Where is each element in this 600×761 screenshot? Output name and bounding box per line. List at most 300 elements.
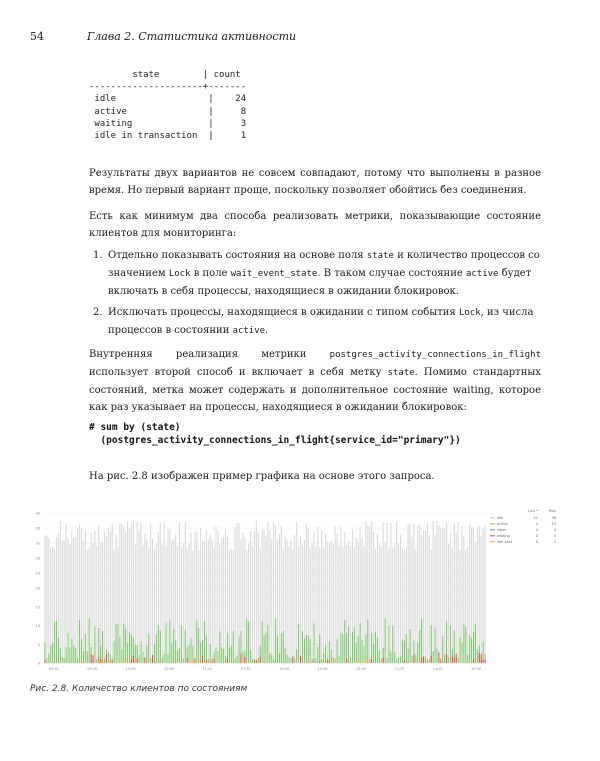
bar-active <box>264 636 265 663</box>
x-tick-label: 09:00 <box>48 667 60 671</box>
paragraph-methods: Есть как минимум два способа реализовать метрики, показывающие состояние клиентов для мониторинга: <box>89 211 541 239</box>
bar-active <box>475 624 476 663</box>
bar-active <box>315 658 316 663</box>
bar-idle <box>146 538 147 663</box>
bar-idle <box>210 535 211 663</box>
bar-active <box>156 634 157 663</box>
bar-active <box>271 655 272 663</box>
bar-waiting <box>313 661 314 663</box>
bar-active <box>223 649 224 663</box>
bar-idle <box>127 521 128 663</box>
bar-idle <box>212 540 213 663</box>
bar-idle <box>139 531 140 663</box>
bar-waiting <box>446 655 447 663</box>
bar-idle <box>252 546 253 663</box>
bar-active <box>121 649 122 663</box>
bar-active <box>469 635 470 663</box>
bar-active <box>164 654 165 663</box>
bar-idle-in-transaction <box>365 659 366 663</box>
page-number: 54 <box>30 30 44 43</box>
bar-active <box>483 642 484 663</box>
bar-active <box>127 643 128 663</box>
bar-idle <box>335 526 336 663</box>
bar-active <box>373 644 374 663</box>
bar-waiting <box>300 656 301 663</box>
bar-idle <box>461 526 462 663</box>
legend-label: idle xact <box>497 540 512 544</box>
bar-idle <box>104 532 105 663</box>
bar-active <box>294 659 295 663</box>
legend-last-value: 0 <box>535 534 538 538</box>
bar-waiting <box>137 659 138 663</box>
bar-waiting <box>456 654 457 663</box>
bar-active <box>377 637 378 663</box>
bar-waiting <box>214 658 215 663</box>
bar-idle <box>183 543 184 663</box>
bar-idle <box>429 535 430 663</box>
bar-waiting <box>481 654 482 663</box>
table-row: idle in transaction | 1 <box>89 131 247 142</box>
bar-active <box>388 625 389 663</box>
bar-idle <box>411 537 412 663</box>
bar-active <box>62 657 63 663</box>
bar-active <box>444 654 445 663</box>
bar-idle <box>458 522 459 663</box>
bar-active <box>337 639 338 663</box>
bar-active <box>390 652 391 663</box>
bar-active <box>167 654 168 663</box>
bar-idle <box>333 544 334 663</box>
bar-active <box>415 654 416 663</box>
bar-active <box>139 655 140 663</box>
bar-idle <box>62 541 63 663</box>
bar-idle-in-transaction <box>135 659 136 663</box>
bar-active <box>246 619 247 663</box>
bar-active <box>108 652 109 663</box>
bar-active <box>321 659 322 663</box>
bar-idle <box>237 523 238 663</box>
x-tick-label: 13:30 <box>394 667 405 671</box>
bar-active <box>173 629 174 663</box>
y-tick-label: 24 <box>35 571 40 576</box>
bar-idle <box>46 535 47 663</box>
bar-idle <box>242 533 243 663</box>
bar-idle <box>92 543 93 663</box>
bar-idle-in-transaction <box>190 659 191 663</box>
bar-idle-in-transaction <box>98 659 99 663</box>
bar-active <box>102 631 103 663</box>
bar-active <box>269 653 270 663</box>
bar-idle <box>408 524 409 663</box>
bar-active <box>154 644 155 663</box>
bar-waiting <box>260 657 261 663</box>
x-tick-label: 13:00 <box>355 667 366 671</box>
bar-waiting <box>485 659 486 663</box>
bar-idle <box>292 548 293 663</box>
bar-idle-in-transaction <box>210 659 211 663</box>
bar-active <box>375 632 376 663</box>
bar-waiting <box>327 661 328 663</box>
bar-active <box>290 658 291 663</box>
bar-waiting <box>454 658 455 663</box>
bar-active <box>358 636 359 663</box>
bar-idle <box>373 532 374 663</box>
bar-idle <box>260 548 261 663</box>
legend-label: active <box>497 522 508 526</box>
bar-waiting <box>483 660 484 663</box>
bar-active <box>448 657 449 663</box>
paragraph-results: Результаты двух вариантов не совсем совпадают, потому что выполнены в разное время. Но первый вариант проще, поскольку позволяет обойтись без соединения. <box>89 168 541 196</box>
y-tick-label: 5 <box>37 642 40 647</box>
bar-idle <box>152 539 153 663</box>
bar-waiting <box>206 660 207 663</box>
bar-idle <box>315 546 316 663</box>
y-tick-label: 28 <box>35 556 40 561</box>
bar-idle <box>415 550 416 663</box>
bar-waiting <box>112 661 113 663</box>
bar-active <box>71 639 72 663</box>
bar-active <box>406 634 407 663</box>
bar-idle-in-transaction <box>160 659 161 663</box>
bar-active <box>185 630 186 663</box>
bar-active <box>344 620 345 663</box>
bar-idle <box>452 548 453 663</box>
bar-waiting <box>292 656 293 663</box>
bar-active <box>285 648 286 663</box>
bar-active <box>298 624 299 663</box>
bar-active <box>304 638 305 663</box>
bar-waiting <box>383 658 384 663</box>
bar-waiting <box>421 658 422 663</box>
bar-active <box>471 638 472 663</box>
list-text: Отдельно показывать состояния на основе поля state и количество процессов со значением Lock в поле wait_event_state. В таком случае состояние active будет включать в себя процессы, находящиеся в ожидании блокировок. <box>108 250 540 297</box>
bar-waiting <box>91 654 92 663</box>
bar-active <box>281 633 282 663</box>
bar-idle <box>48 538 49 663</box>
bar-idle <box>91 533 92 663</box>
y-tick-label: 10 <box>35 624 40 628</box>
bar-active <box>317 647 318 663</box>
bar-active <box>450 625 451 663</box>
bar-active <box>308 636 309 663</box>
x-tick-label: 09:30 <box>87 667 98 671</box>
bar-idle <box>137 522 138 663</box>
bar-active <box>160 630 161 663</box>
bar-idle-in-transaction <box>125 659 126 663</box>
bar-idle-in-transaction <box>308 659 309 663</box>
bar-idle <box>192 550 193 663</box>
bar-idle <box>177 546 178 663</box>
bar-active <box>354 627 355 663</box>
bar-active <box>58 637 59 663</box>
bar-active <box>73 646 74 663</box>
bar-waiting <box>404 660 405 663</box>
bar-active <box>277 636 278 663</box>
inline-code: wait_event_state <box>230 269 318 279</box>
bar-active <box>79 620 80 663</box>
x-tick-label: 14:30 <box>470 667 482 671</box>
bar-active <box>313 623 314 663</box>
bar-waiting <box>194 660 195 663</box>
bar-waiting <box>371 659 372 663</box>
bar-active <box>231 646 232 663</box>
legend-last-value: 0 <box>535 540 538 544</box>
bar-idle <box>396 522 397 663</box>
bar-active <box>50 646 51 663</box>
legend-max-value: 2 <box>553 540 556 544</box>
bar-active <box>287 655 288 663</box>
bar-active <box>94 626 95 663</box>
bar-active <box>262 621 263 663</box>
bar-active <box>394 652 395 663</box>
bar-idle <box>217 530 218 663</box>
chart-bars <box>44 521 485 663</box>
inline-code: Lock <box>458 308 481 318</box>
bar-waiting <box>44 660 45 663</box>
inline-code: postgres_activity_connections_in_flight <box>329 350 541 360</box>
bar-active <box>248 621 249 663</box>
bar-active <box>288 657 289 663</box>
bar-idle <box>481 536 482 663</box>
bar-active <box>433 651 434 663</box>
bar-active <box>362 640 363 663</box>
bar-waiting <box>254 661 255 663</box>
bar-active <box>181 625 182 663</box>
bar-idle <box>215 526 216 663</box>
bar-waiting <box>100 659 101 663</box>
legend-max-value: 36 <box>551 516 556 520</box>
bar-idle <box>438 525 439 663</box>
bar-active <box>142 652 143 663</box>
bar-waiting <box>423 657 424 663</box>
bar-waiting <box>106 654 107 663</box>
x-tick-label: 10:00 <box>125 667 136 671</box>
bar-idle <box>317 526 318 663</box>
bar-active <box>229 648 230 663</box>
bar-active <box>221 647 222 663</box>
bar-active <box>335 659 336 663</box>
bar-idle <box>325 534 326 663</box>
bar-active <box>436 649 437 663</box>
bar-waiting <box>346 659 347 663</box>
bar-active <box>342 634 343 663</box>
bar-active <box>265 633 266 663</box>
bar-waiting <box>413 655 414 663</box>
bar-idle <box>479 526 480 663</box>
bar-active <box>417 642 418 663</box>
bar-idle <box>225 530 226 663</box>
bar-waiting <box>133 655 134 663</box>
bar-waiting <box>144 658 145 663</box>
bar-active <box>66 647 67 663</box>
bar-active <box>410 629 411 663</box>
bar-active <box>460 637 461 663</box>
bar-idle <box>142 545 143 663</box>
bar-active <box>75 648 76 663</box>
bar-idle <box>150 523 151 663</box>
bar-idle <box>66 524 67 663</box>
bar-active <box>427 659 428 663</box>
bar-idle <box>60 521 61 663</box>
bar-idle <box>279 534 280 663</box>
bar-active <box>435 628 436 663</box>
bar-active <box>114 641 115 663</box>
bar-idle <box>444 528 445 663</box>
bar-idle <box>467 546 468 663</box>
figure-caption: Рис. 2.8. Количество клиентов по состояниям <box>30 684 248 694</box>
y-tick-label: 15 <box>35 605 40 610</box>
bar-waiting <box>244 657 245 663</box>
bar-active <box>350 657 351 663</box>
bar-idle <box>425 531 426 663</box>
bar-active <box>461 643 462 663</box>
chart-svg <box>30 505 570 678</box>
bar-active <box>67 633 68 663</box>
bar-idle <box>285 536 286 663</box>
bar-idle <box>221 538 222 663</box>
code-line: # sum by (state) <box>89 422 181 433</box>
bar-idle <box>477 528 478 663</box>
bar-active <box>235 658 236 663</box>
bar-active <box>360 623 361 663</box>
bar-idle <box>321 530 322 663</box>
bar-active <box>367 620 368 663</box>
bar-active <box>338 656 339 663</box>
bar-idle <box>179 523 180 663</box>
bar-active <box>48 654 49 663</box>
bar-idle <box>381 546 382 663</box>
x-tick-label: 11:30 <box>240 667 251 671</box>
bar-idle <box>214 547 215 663</box>
x-tick-label: 14:00 <box>432 667 443 671</box>
legend-header: Last * <box>527 509 538 513</box>
bar-idle <box>323 547 324 663</box>
bar-active <box>125 629 126 663</box>
bar-waiting <box>431 655 432 663</box>
bar-idle <box>296 522 297 663</box>
bar-idle-in-transaction <box>192 659 193 663</box>
connections-chart <box>30 505 570 678</box>
chapter-title: Глава 2. Статистика активности <box>87 30 297 43</box>
bar-idle <box>96 545 97 663</box>
bar-idle <box>423 531 424 663</box>
bar-idle <box>164 522 165 663</box>
bar-idle <box>223 536 224 663</box>
bar-active <box>273 659 274 663</box>
bar-idle <box>112 524 113 663</box>
x-tick-label: 11:00 <box>202 667 213 671</box>
bar-active <box>198 628 199 663</box>
bar-active <box>190 638 191 663</box>
bar-active <box>283 631 284 663</box>
bar-active <box>331 650 332 663</box>
bar-active <box>169 621 170 663</box>
table-separator: ---------------------+------- <box>89 82 247 93</box>
bar-active <box>458 657 459 663</box>
bar-active <box>179 648 180 663</box>
legend-max-value: 4 <box>553 528 556 532</box>
legend-last-value: 4 <box>535 522 538 526</box>
bar-active <box>421 619 422 663</box>
bar-active <box>141 641 142 663</box>
bar-idle <box>73 537 74 663</box>
bar-idle <box>350 546 351 663</box>
bar-idle <box>256 521 257 663</box>
bar-active <box>148 634 149 663</box>
x-tick-label: 12:30 <box>317 667 328 671</box>
bar-idle <box>269 530 270 663</box>
bar-active <box>87 651 88 663</box>
bar-active <box>215 647 216 663</box>
bar-idle <box>258 532 259 663</box>
bar-active <box>398 657 399 663</box>
bar-active <box>340 632 341 663</box>
bar-idle <box>485 525 486 663</box>
inline-code: active <box>465 269 499 279</box>
bar-active <box>89 619 90 663</box>
bar-idle <box>312 543 313 663</box>
bar-idle <box>144 533 145 663</box>
bar-waiting <box>452 656 453 663</box>
bar-active <box>396 659 397 663</box>
bar-active <box>400 656 401 663</box>
bar-idle <box>379 543 380 663</box>
bar-idle <box>75 537 76 663</box>
bar-idle <box>290 540 291 663</box>
list-number: 1. <box>93 250 103 261</box>
bar-active <box>252 659 253 663</box>
bar-active <box>392 626 393 663</box>
bar-active <box>117 624 118 663</box>
bar-idle <box>121 524 122 663</box>
bar-idle <box>433 521 434 663</box>
paragraph-figure-ref: На рис. 2.8 изображен пример графика на основе этого запроса. <box>89 471 435 482</box>
bar-idle <box>250 531 251 663</box>
legend-last-value: 21 <box>533 516 538 520</box>
bar-active <box>387 658 388 663</box>
bar-idle <box>436 521 437 663</box>
bar-active <box>329 641 330 663</box>
bar-idle <box>110 531 111 663</box>
bar-active <box>408 649 409 663</box>
bar-idle <box>254 531 255 663</box>
bar-idle <box>87 550 88 663</box>
bar-active <box>196 621 197 663</box>
bar-idle <box>390 523 391 663</box>
bar-active <box>306 635 307 663</box>
bar-idle <box>448 544 449 663</box>
bar-active <box>404 641 405 663</box>
bar-active <box>54 622 55 663</box>
table-header: state | count <box>89 70 241 80</box>
bar-active <box>150 658 151 663</box>
bar-active <box>442 636 443 663</box>
bar-idle <box>244 537 245 663</box>
bar-idle-in-transaction <box>81 659 82 663</box>
bar-active <box>267 625 268 663</box>
bar-active <box>402 640 403 663</box>
x-tick-label: 12:00 <box>279 667 290 671</box>
bar-active <box>237 655 238 663</box>
bar-active <box>69 648 70 663</box>
table-row: active | 8 <box>89 106 247 117</box>
bar-active <box>258 658 259 663</box>
bar-active <box>473 632 474 663</box>
list-text: Исключать процессы, находящиеся в ожидании с типом события Lock, из числа процессов в состоянии active. <box>108 307 534 336</box>
bar-active <box>352 632 353 663</box>
bar-idle <box>398 543 399 663</box>
bar-idle <box>300 536 301 663</box>
